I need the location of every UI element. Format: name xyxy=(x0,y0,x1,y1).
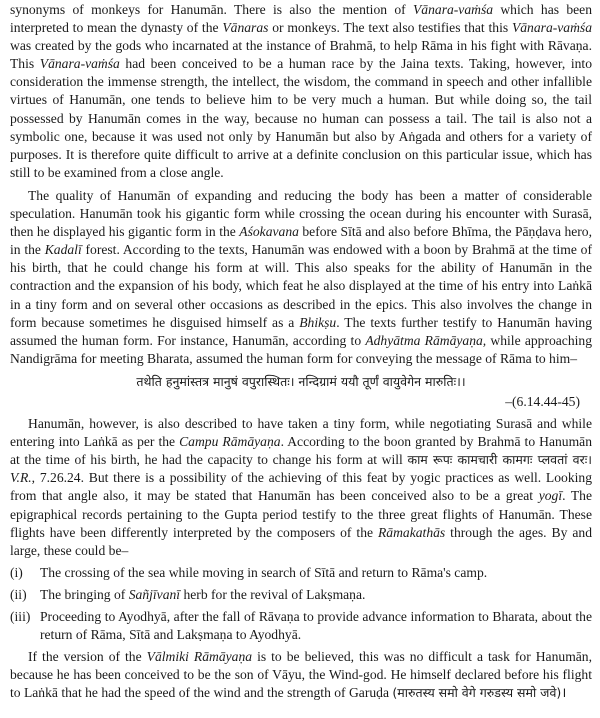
list-item: (ii) The bringing of Sañjīvanī herb for the revival of Lakṣmaṇa. xyxy=(10,586,366,602)
paragraph-2: The quality of Hanumān of expanding and reducing the body has been a matter of considerable speculation. Hanumān took his gigantic form while crossing the ocean during his encounter with Surasā, then he displayed his gigantic form in the Aśokavana before Sītā and also before Bhīma, the Pāṇḍava hero, in the Kadalī forest. According to the texts, Hanumān was endowed with a boon by Brahmā at the time of his birth, that he could change his form at will. This also speaks for the ability of Hanumān in the contraction and the expansion of his body, which feat he also displayed at the time of his entry into Laṅkā in a tiny form and on several other occasions as described in the epics. This also involves the change in form because sometimes he disguised himself as a Bhikṣu. The texts further testify to Hanumān having assumed the human form. For instance, Hanumān, according to Adhyātma Rāmāyaṇa, while approaching Nandigrāma for meeting Bharata, assumed the human form for conveying the message of Rāma to him– xyxy=(10,187,593,366)
list-item: (i) The crossing of the sea while moving in search of Sītā and return to Rāma's camp. xyxy=(10,564,488,580)
paragraph-1: synonyms of monkeys for Hanumān. There is also the mention of Vānara-vaṁśa which has been interpreted to mean the dynasty of the Vānaras or monkeys. The text also testifies that this Vānara-vaṁśa was created by the gods who incarnated at the instance of Brahmā, to help Rāma in his fight with Rāvaṇa. This Vānara-vaṁśa had been conceived to be a human race by the Jaina texts. Taking, however, into consideration the immense strength, the intellect, the wisdom, the command in speech and other infallible virtues of Hanumān, one tends to believe him to be very much a human. But while doing so, the tail possessed by Hanumān comes in the way, because no human can possess a tail. The tail is also not a symbolic one, because it was used not only by Hanumān but also by Aṅgada and others for a variety of purposes. It is therefore quite difficult to arrive at a definite conclusion on this particular issue, which has still to be examined from a close angle. xyxy=(10,2,592,180)
paragraph-3: Hanumān, however, is also described to have taken a tiny form, while negotiating Surasā and while entering into Laṅkā as per the Campu Rāmāyaṇa. According to the boon granted by Brahmā to Hanumān at the time of his birth, he had the capacity to change his form at will काम रूपः कामचारी कामगः प्लवतां वरः। V.R., 7.26.24. But there is a possibility of the achieving of this feat by yogic practices as well. Looking from that angle also, it may be stated that Hanumān has been conceived also to be a great yogī. The epigraphical records pertaining to the Gupta period testify to the three great flights of Hanumān. These flights have been differently interpreted by the composers of the Rāmakathās through the ages. By and large, these could be– xyxy=(10,416,593,558)
sanskrit-verse: तथेति हनुमांस्तत्र मानुषं वपुरास्थितः। नन्दिग्रामं ययौ तूर्णं वायुवेगेन मारुतिः।। xyxy=(136,373,466,389)
list-item: (iii) Proceeding to Ayodhyā, after the fall of Rāvaṇa to provide advance information to Bharata, about the return of Rāma, Sītā and Lakṣmaṇa to Ayodhyā. xyxy=(10,609,592,643)
verse-reference: –(6.14.44-45) xyxy=(505,393,580,409)
paragraph-4: If the version of the Vālmiki Rāmāyaṇa is to be believed, this was no difficult a task for Hanumān, because he has been conceived to be the son of Vāyu, the Wind-god. He himself declared before his flight to Laṅkā that he had the speed of the wind and the strength of Garuḍa (मारुतस्य समो वेगे गरुडस्य समो जवे)। xyxy=(10,649,592,701)
flights-list xyxy=(10,564,592,644)
